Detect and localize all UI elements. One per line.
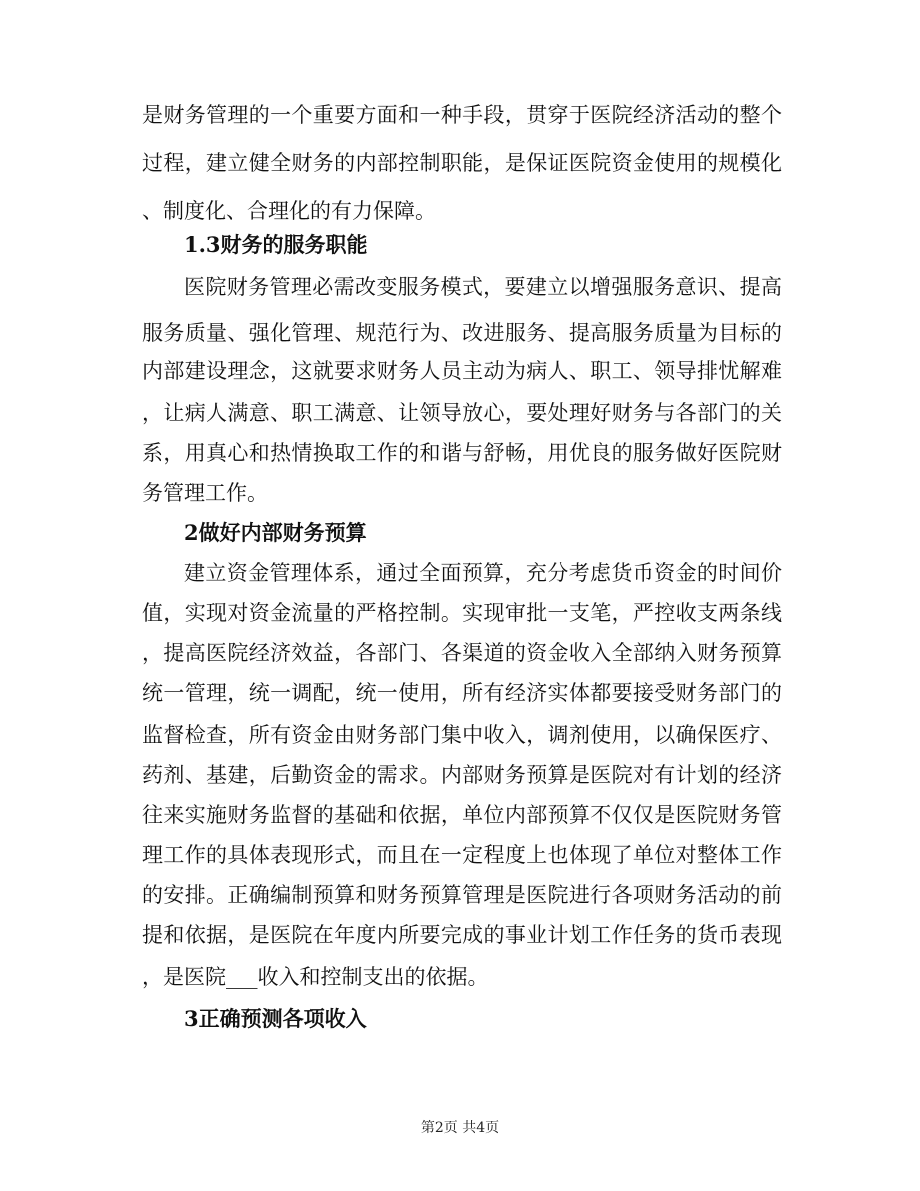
paragraph-line: 服务质量、强化管理、规范行为、改进服务、提高服务质量为目标的 xyxy=(142,321,782,345)
paragraph-line: 药剂、基建，后勤资金的需求。内部财务预算是医院对有计划的经济 xyxy=(142,763,782,787)
paragraph-line: 统一管理，统一调配，统一使用，所有经济实体都要接受财务部门的 xyxy=(142,681,782,705)
paragraph-line: 值，实现对资金流量的严格控制。实现审批一支笔，严控收支两条线 xyxy=(142,601,782,625)
paragraph-line: 的安排。正确编制预算和财务预算管理是医院进行各项财务活动的前 xyxy=(142,883,782,907)
section-heading-2: 2做好内部财务预算 xyxy=(184,520,367,545)
paragraph-line: 过程，建立健全财务的内部控制职能，是保证医院资金使用的规模化 xyxy=(142,151,782,175)
paragraph-line: 系，用真心和热情换取工作的和谐与舒畅，用优良的服务做好医院财 xyxy=(142,441,782,465)
paragraph-line: 务管理工作。 xyxy=(142,481,268,505)
paragraph-line: ，让病人满意、职工满意、让领导放心，要处理好财务与各部门的关 xyxy=(142,401,782,425)
paragraph-line: 建立资金管理体系，通过全面预算，充分考虑货币资金的时间价 xyxy=(184,561,782,585)
paragraph-line: ，是医院___收入和控制支出的依据。 xyxy=(142,965,489,989)
paragraph-line: 监督检查，所有资金由财务部门集中收入，调剂使用，以确保医疗、 xyxy=(142,723,782,747)
section-heading-1-3: 1.3财务的服务职能 xyxy=(184,232,368,257)
paragraph-line: ，提高医院经济效益，各部门、各渠道的资金收入全部纳入财务预算 xyxy=(142,641,782,665)
paragraph-line: 、制度化、合理化的有力保障。 xyxy=(142,199,436,223)
paragraph-line: 理工作的具体表现形式，而且在一定程度上也体现了单位对整体工作 xyxy=(142,843,782,867)
paragraph-line: 是财务管理的一个重要方面和一种手段，贯穿于医院经济活动的整个 xyxy=(142,103,782,127)
paragraph-line: 往来实施财务监督的基础和依据，单位内部预算不仅仅是医院财务管 xyxy=(142,803,782,827)
paragraph-line: 提和依据，是医院在年度内所要完成的事业计划工作任务的货币表现 xyxy=(142,923,782,947)
page-footer: 第2页 共4页 xyxy=(420,1120,500,1136)
paragraph-line: 医院财务管理必需改变服务模式，要建立以增强服务意识、提高 xyxy=(184,275,782,299)
section-heading-3: 3正确预测各项收入 xyxy=(184,1006,367,1031)
paragraph-line: 内部建设理念，这就要求财务人员主动为病人、职工、领导排忧解难 xyxy=(142,359,782,383)
